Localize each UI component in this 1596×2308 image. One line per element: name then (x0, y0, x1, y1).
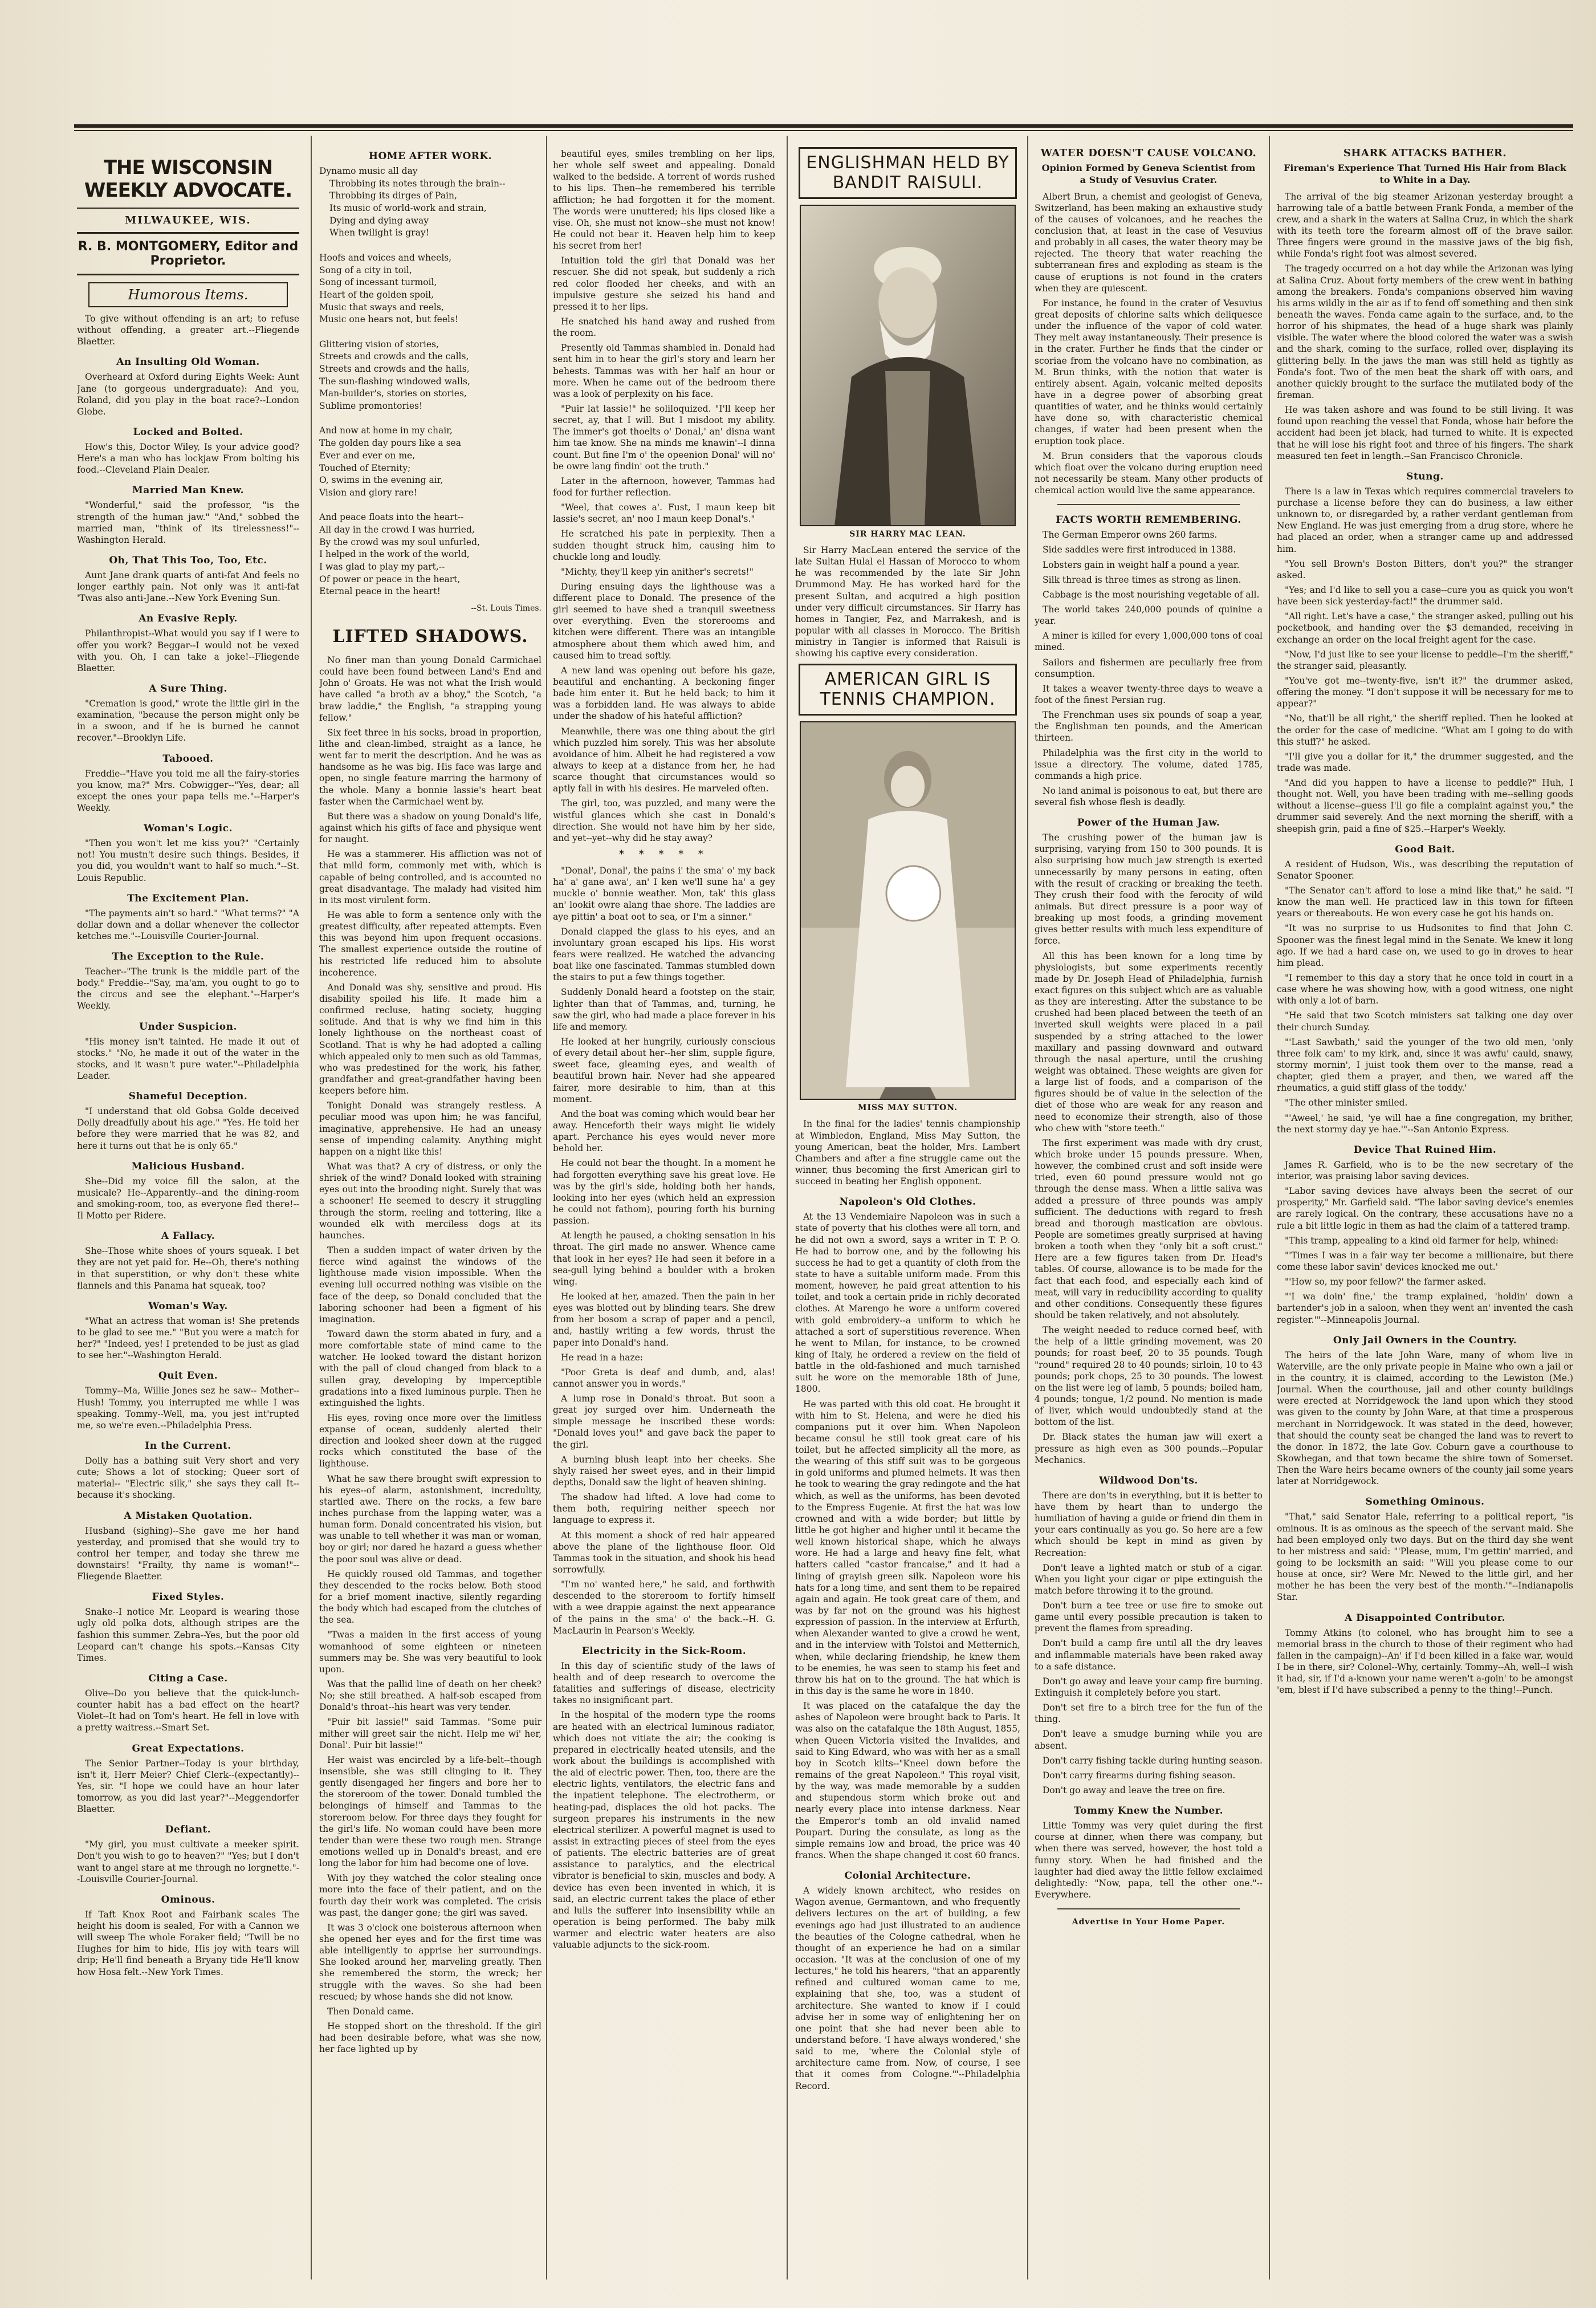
poem-line: And now at home in my chair, (319, 425, 453, 436)
device-body (1277, 1159, 1573, 1326)
fact-item: No land animal is poisonous to eat, but there are several fish whose flesh is deadly. (1035, 785, 1263, 808)
jaw-paragraph: The weight needed to reduce corned beef, with the help of a little grinding movement, was 20 pounds; for roast beef, 20 to 35 pounds. Tough "round" required 28 to 40 pounds; sirloin, 10 to 43 pounds; pork chops, 25 to 30 pounds. The lowest on the list were leg of lamb, 5 pounds; boiled ham, 4 pounds; tongue, 1/2 pound. No mention is made of liver, which would undoubtedly stand at the bottom of the list. (1035, 1325, 1263, 1428)
column-2 (319, 136, 542, 2279)
napoleon-body (795, 1211, 1020, 1861)
wildwood-item: Don't leave a smudge burning while you are absent. (1035, 1729, 1263, 1751)
device-paragraph: "This tramp, appealing to a kind old farmer for help, whined: (1285, 1235, 1559, 1246)
story-paragraph: Donald clapped the glass to his eyes, and an involuntary groan escaped his lips. His worst fears were realized. He watched the advancing boat like one fascinated. Tammas stumbled down the stairs to put a few things together. (553, 926, 775, 983)
shark-body (1277, 191, 1573, 462)
humor-item-title: Locked and Bolted. (133, 426, 243, 438)
poem-line: Vision and glory rare! (319, 487, 417, 498)
shark-paragraph: He was taken ashore and was found to be still living. It was found upon reaching the vessel that Fonda, whose hair before the accident had been jet black, had turned to white. It is expected that he will lose his right foot and three of his fingers. The shark measured ten feet in length.--San Francisco Chronicle. (1277, 405, 1573, 461)
stung-paragraph: "I'll give you a dollar for it," the drummer suggested, and the trade was made. (1277, 751, 1573, 773)
poem-line (319, 413, 542, 425)
story-paragraph: A new land was opening out before his gaze, beautiful and enchanting. A beckoning finger bade him enter it. But he held back; to him it was a forbidden land. He was always to abide under the shadow of his hateful affliction? (553, 665, 775, 722)
contributor-body: Tommy Atkins (to colonel, who has brought him to see a memorial brass in the church to those of their regiment who had fallen in the campaign)--An' if I'd been killed in a fake war, would I be in there, sir? Colonel--Why, certainly. Tommy--Ah, well--I wish it had, sir, if I'd a-known your name weren't a-goin' to be amongst 'em, blest if I'd have subscribed a penny to the thing!--Punch. (1277, 1627, 1573, 1696)
column-divider (546, 136, 547, 2279)
story-paragraph: "Poor Greta is deaf and dumb, and, alas! cannot answer you in words." (553, 1367, 775, 1389)
column-divider (787, 136, 788, 2279)
column-divider (1269, 136, 1270, 2279)
wildwood-item: Don't carry firearms during fishing season. (1043, 1770, 1236, 1781)
electricity-paragraph: In this day of scientific study of the laws of health and of deep research to overcome the fatalities and sufferings of disease, electricity takes no insignificant part. (553, 1660, 775, 1706)
humor-item-title: Shameful Deception. (128, 1091, 248, 1103)
poem-line: Throbbing its dirges of Pain, (329, 190, 457, 201)
poem-line: And peace floats into the heart-- (319, 512, 464, 523)
fact-item: Sailors and fishermen are peculiarly free from consumption. (1035, 657, 1263, 679)
wildwood-item: Don't go away and leave the tree on fire. (1043, 1785, 1226, 1796)
humor-item-text: "Then you won't let me kiss you?" "Certainly not! You mustn't desire such things. Besides, if you did, you wouldn't want to half so much."--St. Louis Republic. (77, 838, 299, 883)
wildwood-item: Don't burn a tee tree or use fire to smoke out game until every possible precaution is taken to prevent the flames from spreading. (1035, 1600, 1263, 1634)
volcano-paragraph: For instance, he found in the crater of Vesuvius great deposits of chlorine salts which deliquesce under the influence of the vapor of cold water. They melt away instantaneously. Their presence is in the crater. Further he finds that the cinder or scoriae from the volcano have no combination, as M. Brun thinks, with the notion that water is entirely absent. Again, volcanic melted deposits have in a degree power of absorbing great quantities of water, and he thinks would certainly have done so, with characteristic chemical changes, if water had been present when the eruption took place. (1035, 298, 1263, 446)
column-divider (1027, 136, 1028, 2279)
story-paragraph: Later in the afternoon, however, Tammas had food for further reflection. (553, 476, 775, 498)
poem-line: Throbbing its notes through the brain-- (329, 178, 506, 189)
fact-item: It takes a weaver twenty-three days to weave a foot of the finest Persian rug. (1035, 683, 1263, 705)
volcano-title: WATER DOESN'T CAUSE VOLCANO. (1040, 147, 1257, 159)
headline-raisuli: ENGLISHMAN HELD BY BANDIT RAISULI. (799, 147, 1017, 199)
stung-paragraph: "No, that'll be all right," the sheriff replied. Then he looked at the order for the case of medicine. "What am I going to do with this stuff?" he asked. (1277, 713, 1573, 747)
bait-paragraph: "The Senator can't afford to lose a mind like that," he said. "I know the man well. He practiced law in this town for fifteen years or thereabouts. He won every case he got his hands on. (1277, 885, 1573, 919)
story-paragraph: A burning blush leapt into her cheeks. She shyly raised her sweet eyes, and in their limpid depths, Donald saw the light of heaven shining. (553, 1454, 775, 1488)
humor-item-text: Husband (sighing)--She gave me her hand yesterday, and promised that she would try to control her temper, and today she threw me downstairs! "Frailty, thy name is woman!"--Fliegende Blaetter. (77, 1525, 299, 1582)
humor-item-title: Great Expectations. (132, 1742, 245, 1754)
story-paragraph: "Weel, that cowes a'. Fust, I maun keep bit lassie's secret, an' noo I maun keep Donal's." (553, 502, 775, 525)
poem-title: HOME AFTER WORK. (368, 151, 492, 162)
story-paragraph: A lump rose in Donald's throat. But soon a great joy surged over him. Underneath the simple message he inscribed these words: "Donald loves you!" and gave back the paper to the girl. (553, 1393, 775, 1450)
humor-item-title: A Sure Thing. (149, 682, 227, 694)
humor-item-title: Tabooed. (162, 753, 214, 765)
story-paragraph: It was 3 o'clock one boisterous afternoon when she opened her eyes and for the first time was able intelligently to apprise her surroundings. She looked around her, marveling greatly. Then she remembered the storm, the wreck; her struggle with the waves. So she had been rescued; by whose hands she did not know. (319, 1922, 542, 2002)
device-title: Device That Ruined Him. (1353, 1144, 1497, 1156)
humor-items (77, 356, 299, 1977)
humor-item-title: Married Man Knew. (132, 485, 245, 497)
story-paragraph: He was a stammerer. His affliction was not of that mild form, commonly met with, which is capable of being controlled, and is accounted no great disadvantage. The malady had visited him in its most virulent form. (319, 849, 542, 905)
column-6 (1277, 136, 1573, 2279)
poem-line: Song of incessant turmoil, (319, 277, 437, 288)
facts-title: FACTS WORTH REMEMBERING. (1056, 514, 1241, 526)
story-paragraph: With joy they watched the color stealing once more into the face of their patient, and on the fourth day their work was completed. The crisis was past, the danger gone; the girl was saved. (319, 1873, 542, 1918)
caption-sutton: MISS MAY SUTTON. (858, 1103, 958, 1113)
tennis-illustration (801, 722, 1015, 1099)
wildwood-item: Don't set fire to a birch tree for the fun of the thing. (1035, 1702, 1263, 1725)
humor-item-title: In the Current. (145, 1440, 231, 1452)
humor-item-title: Malicious Husband. (131, 1160, 245, 1172)
portrait-photo-maclean (800, 205, 1016, 526)
poem-line: The golden day pours like a sea (319, 438, 461, 449)
poem-line: Heart of the golden spoil, (319, 289, 434, 300)
story-paragraph: At length he paused, a choking sensation in his throat. The girl made no answer. Whence came that look in her eyes? He had seen it before in a sea-gull lying behind a boulder with a broken wing. (553, 1230, 775, 1287)
story-paragraph: Six feet three in his socks, broad in proportion, lithe and clean-limbed, straight as a lance, he went far to merit the description. And he was as handsome as he was big. His face was large and open, no single feature marring the harmony of the whole. Many a bonnie lassie's heart beat faster when the Carmichael went by. (319, 727, 542, 807)
poem-line: Sublime promontories! (319, 401, 423, 412)
story-paragraph: "Donal', Donal', the pains i' the sma' o' my back ha' a' gane awa', an' I ken we'll sune ha' a gey muckle o' bonnie weather. Mon, tak' this glass an' lookit owre alang thae shore. The laddies are aye pittin' a boat oot to sea, or I'm a sinner." (553, 866, 775, 922)
poem-line: Man-builder's, stories on stories, (319, 388, 467, 399)
jaw-paragraph: Dr. Black states the human jaw will exert a pressure as high even as 300 pounds.--Popular Mechanics. (1035, 1432, 1263, 1465)
humor-item-text: Olive--Do you believe that the quick-lunch-counter habit has a bad effect on the heart? Violet--It had on Tom's heart. He fell in love with a pretty waitress.--Smart Set. (77, 1688, 299, 1733)
fact-item: The world takes 240,000 pounds of quinine a year. (1035, 604, 1263, 627)
stung-paragraph: "Now, I'd just like to see your license to peddle--I'm the sheriff," the stranger said, pleasantly. (1277, 649, 1573, 671)
poem-line: Dying and dying away (329, 215, 429, 226)
portrait-illustration (801, 206, 1015, 525)
humor-item-text: Teacher--"The trunk is the middle part of the body." Freddie--"Say, ma'am, you ought to go to the circus and see the elephant."--Harper's Weekly. (77, 966, 299, 1011)
section-banner: Humorous Items. (88, 282, 288, 307)
sutton-text: In the final for the ladies' tennis championship at Wimbledon, England, Miss May Sutton, the young American, beat the holder, Mrs. Lambert Chambers and after a fine struggle came out the winner, thus becoming the first American girl to succeed in beating her English opponent. (795, 1119, 1020, 1187)
bait-paragraph: "'Last Sawbath,' said the younger of the two old men, 'only three folk cam' to my kirk, and, since it was awfu' cauld, snawy, stormy mornin', I juist took them over to the manse, read a chapter, gied them a prayer, and then, we wared aff the rheumatics, a guid stiff glass of the toddy.' (1277, 1037, 1573, 1094)
column-1 (77, 136, 299, 2279)
top-rule (74, 124, 1573, 128)
humor-item-text: Tommy--Ma, Willie Jones sez he saw-- Mother--Hush! Tommy, you interrupted me while I was speaking. Tommy--Well, ma, you jest int'rupted me, so we're even.--Philadelphia Press. (77, 1385, 299, 1431)
humor-item-title: Under Suspicion. (139, 1021, 237, 1033)
poem-line: Its music of world-work and strain, (329, 203, 487, 214)
column-5 (1035, 136, 1263, 2279)
shark-subtitle: Fireman's Experience That Turned His Hair from Black to White in a Day. (1284, 162, 1566, 185)
napoleon-paragraph: He was parted with this old coat. He brought it with him to St. Helena, and were he died his companions put it over him. When Napoleon became consul he still took great care of his toilet, but he affected simplicity all the more, as the wearing of this stiff suit was to be gorgeous in gold uniforms and plumed helmets. It was then he took to wearing the gray redingote and the hat which, as well as the uniforms, has been devoted to the Empress Eugenie. At first the hat was low crowned and with a wide border; but little by little he got higher and higher until it became the well known historical shape, which he always wore. He had a large and heavy fine felt, what hatters called "castor francaise," and it had a lining of grayish green silk. Napoleon wore his hats for a long time, and sent them to be repaired again and again. He took great care of them, and was by far not on the ground was his highest expression of passion. In the interview at Erfurth, when Alexander wanted to give a crowd he went, and in the interview with Tolstoi and Metternich, when, while declaring friendship, he knew them to be enemies, he was seen to stamp his feet and throw his hat on to the ground. The hat which is in this day is the same he wore in 1840. (795, 1399, 1020, 1697)
jail-title: Only Jail Owners in the Country. (1333, 1334, 1517, 1346)
humor-item-title: An Insulting Old Woman. (116, 356, 260, 368)
separator (1057, 504, 1240, 505)
volcano-paragraph: M. Brun considers that the vaporous clouds which float over the volcano during eruption need not necessarily be steam. Many other products of chemical action would live the same appearance. (1035, 450, 1263, 496)
story-paragraph: beautiful eyes, smiles trembling on her lips, her whole self sweet and appealing. Donald walked to the bedside. A torrent of words rushed to his lips. Then--he remembered his terrible affliction; he had forgotten it for the moment. The words were unuttered; his lips closed like a vise. Oh, she must not know--she must not know! He could not bear it. Heaven help him to keep his secret from her! (553, 149, 775, 251)
poem-line: Dynamo music all day (319, 166, 418, 176)
wildwood-body (1035, 1490, 1263, 1796)
wildwood-item: Don't build a camp fire until all the dry leaves and inflammable materials have been raked away to a safe distance. (1035, 1638, 1263, 1672)
story-paragraph: Her waist was encircled by a life-belt--though insensible, she was still clinging to it. They gently disengaged her fingers and bore her to the storeroom of the tower. Donald tumbled the belongings of himself and Tammas to the storeroom below. For three days they fought for the girl's life. No woman could have been more tender than were these two rough men. Strange emotions welled up in Donald's breast, and ere long the labor for him had become one of love. (319, 1754, 542, 1869)
story-paragraph: "Puir bit lassie!" said Tammas. "Some puir mither will greet sair the nicht. Help me wi' her, Donal'. Puir bit lassie!" (319, 1717, 542, 1750)
story-paragraph: He scratched his pate in perplexity. Then a sudden thought struck him, causing him to chuckle long and loudly. (553, 529, 775, 562)
humor-item-text: She--Did my voice fill the salon, at the musicale? He--Apparently--and the dining-room and smoking-room, too, as everyone fled there!--Il Motto per Ridere. (77, 1176, 299, 1221)
masthead-title: THE WISCONSIN WEEKLY ADVOCATE. (77, 156, 299, 209)
wildwood-item: There are don'ts in everything, but it is better to have them by heart than to undergo the humiliation of having a guide or friend din them in your ears continually as you go. So here are a few which should be kept in mind as given by Recreation: (1035, 1490, 1263, 1558)
story-paragraph: At this moment a shock of red hair appeared above the plane of the lighthouse floor. Old Tammas took in the situation, and shook his head sorrowfully. (553, 1530, 775, 1575)
story-paragraph: The shadow had lifted. A love had come to them both, requiring neither speech nor language to express it. (553, 1492, 775, 1526)
bait-paragraph: "It was no surprise to us Hudsonites to find that John C. Spooner was the finest legal mind in the Senate. We knew it long ago. If we had a hard case on, we used to go in droves to hear him plead. (1277, 923, 1573, 968)
poem-line: I helped in the work of the world, (319, 549, 470, 560)
column-3 (553, 136, 775, 2279)
humor-item-title: Ominous. (161, 1893, 215, 1905)
contributor-title: A Disappointed Contributor. (1344, 1612, 1506, 1624)
shark-title: SHARK ATTACKS BATHER. (1343, 147, 1507, 159)
story-paragraph: He was able to form a sentence only with the greatest difficulty, after repeated attempts. Even this was beyond him upon frequent occasions. The smallest experience outside the routine of his restricted life reduced him to absolute incoherence. (319, 910, 542, 978)
story-paragraph: The girl, too, was puzzled, and many were the wistful glances which she cast in Donald's direction. She would not have him by her side, and yet--yet--why did he stay away? (553, 798, 775, 843)
poem-line: The sun-flashing windowed walls, (319, 376, 470, 387)
poem-line: By the crowd was my soul unfurled, (319, 537, 480, 547)
poem-line: I was glad to play my part,-- (319, 562, 445, 572)
story-paragraph: He stopped short on the threshold. If the girl had been desirable before, what was she now, her face lighted up by (319, 2021, 542, 2055)
bait-paragraph: A resident of Hudson, Wis., was describing the reputation of Senator Spooner. (1277, 859, 1573, 881)
colonial-body: A widely known architect, who resides on Wagon avenue, Germantown, and who frequently delivers lectures on the art of building, a few evenings ago had just illustrated to an audience the beauties of the Cologne cathedral, when he thought of an experience he had on a similar occasion. "It was at the conclusion of one of my lectures," he told his hearers, "that an apparently refined and cultured woman came to me, explaining that she, too, was a student of architecture. She wanted to know if I could advise her in some way of enlightening her on one point that she had never been able to understand before. 'I have always wondered,' she said to me, 'where the Colonial style of architecture came from. Now, of course, I see that it comes from Cologne.'"--Philadelphia Record. (795, 1886, 1020, 2091)
ominous-title: Something Ominous. (1365, 1496, 1485, 1508)
electricity-title: Electricity in the Sick-Room. (581, 1645, 747, 1657)
humor-item-text: Freddie--"Have you told me all the fairy-stories you know, ma?" Mrs. Cobwigger--"Yes, dear; all except the ones your papa tells me."--Harper's Weekly. (77, 768, 299, 813)
story-paragraph: And the boat was coming which would bear her away. Henceforth their ways might lie widely apart. Perchance his eyes would never more behold her. (553, 1108, 775, 1154)
humor-item-title: Defiant. (165, 1824, 211, 1836)
humor-item-text: "I understand that old Gobsa Golde deceived Dolly dreadfully about his age." "Yes. He told her before they were married that he was 82, and here it turns out that he is only 65." (77, 1106, 299, 1151)
jail-body: The heirs of the late John Ware, many of whom live in Waterville, are the only private people in Maine who own a jail or in the country, it is claimed, according to the Lewiston (Me.) Journal. When the courthouse, jail and other county buildings were erected at Norridgewock the land upon which they stood was given to the county by John Ware, at that time a prosperous merchant in Norridgewock. It was stated in the deed, however, that should the county seat be changed the land was to revert to the donor. In 1872, the late Gov. Coburn gave a courthouse to Skowhegan, and that town became the shire town of Somerset. Then the Ware heirs became owners of the county jail some years later at Norridgewock. (1277, 1350, 1573, 1487)
poem-signature: --St. Louis Times. (471, 604, 542, 613)
story-paragraph: Intuition told the girl that Donald was her rescuer. She did not speak, but suddenly a rich red color flooded her cheeks, and with an impulsive gesture she seized his hand and pressed it to her lips. (553, 255, 775, 312)
colonial-title: Colonial Architecture. (844, 1870, 971, 1882)
electricity-paragraph: In the hospital of the modern type the rooms are heated with an electrical luminous radiator, which does not vitiate the air; the cooking is prepared in electrically heated utensils, and the work about the buildings is accomplished with the aid of electric power. Then, too, there are the electric lights, ventilators, the electric fans and the inpatient telephone. The electrotherm, or heating-pad, displaces the old hot packs. The surgeon prepares his instruments in the new electrical sterilizer. A powerful magnet is used to assist in extracting pieces of steel from the eyes of patients. The electric batteries are of great assistance to paralytics, and the electrical vibrator is beneficial to skin, muscles and body. A device has even been invented in which, it is said, an electric current takes the place of ether and lulls the sufferer into insensibility while an operation is being performed. The baby milk warmer and electric water heaters are also valuable adjuncts to the sick-room. (553, 1710, 775, 1951)
tommy-body: Little Tommy was very quiet during the first course at dinner, when there was company, but when there was served, however, the host told a funny story. When he had finished and the laughter had died away the little fellow exclaimed delightedly: "Now, papa, tell the other one."--Everywhere. (1035, 1821, 1263, 1900)
separator (1057, 1908, 1240, 1909)
stung-paragraph: There is a law in Texas which requires commercial travelers to purchase a license before they can do business, a law either unknown to, or disregarded by, a rather verdant gentleman from New England. He was just emerging from a drug store, where he had placed an order, when a stranger came up and addressed him. (1277, 486, 1573, 554)
humor-item-title: Citing a Case. (148, 1672, 228, 1684)
headline-tennis: AMERICAN GIRL IS TENNIS CHAMPION. (799, 664, 1017, 716)
stung-paragraph: "You sell Brown's Boston Bitters, don't you?" the stranger asked. (1277, 558, 1573, 580)
intro-paragraph: To give without offending is an art; to refuse without offending, a greater art.--Fliegende Blaetter. (77, 314, 299, 347)
story-paragraph: During ensuing days the lighthouse was a different place to Donald. The presence of the girl seemed to have shed a tranquil sweetness over everything. Even the storerooms and kitchen were different. There was an intangible atmosphere about them which awed him, and caused him to tread softly. (553, 581, 775, 661)
electricity-body (553, 1660, 775, 1951)
humor-item-title: The Excitement Plan. (127, 892, 249, 904)
humor-item-title: An Evasive Reply. (139, 613, 238, 625)
humor-item-title: A Fallacy. (161, 1230, 215, 1242)
story-paragraph: "I'm no' wanted here," he said, and forthwith descended to the storeroom to fortify himself with a wee drappie against the next appearance of the pains in the sma' o' the back.--H. G. MacLaurin in Pearson's Weekly. (553, 1579, 775, 1636)
volcano-body (1035, 191, 1263, 497)
stung-paragraph: "Yes; and I'd like to sell you a case--cure you as quick you won't have been sick yesterday-fact!" the drummer said. (1277, 584, 1573, 607)
humor-item-text: Philanthropist--What would you say if I were to offer you work? Beggar--I would not be vexed with you. Oh, I can take a joke!--Fliegende Blaetter. (77, 628, 299, 673)
fact-item: The German Emperor owns 260 farms. (1043, 530, 1218, 541)
story-paragraph: Suddenly Donald heard a footstep on the stair, lighter than that of Tammas, and, turning, he saw the girl, who had made a place forever in his life and memory. (553, 987, 775, 1032)
story-paragraph: But there was a shadow on young Donald's life, against which his gifts of face and physique went for naught. (319, 811, 542, 845)
bait-paragraph: "'Aweel,' he said, 'ye will hae a fine congregation, my brither, the next stormy day ye hae.'"--San Antonio Express. (1277, 1112, 1573, 1135)
story-paragraph: He quickly roused old Tammas, and together they descended to the rocks below. Both stood for a brief moment inactive, silently regarding the body which had escaped from the clutches of the sea. (319, 1569, 542, 1626)
napoleon-title: Napoleon's Old Clothes. (839, 1196, 976, 1208)
wildwood-item: Don't carry fishing tackle during hunting season. (1043, 1755, 1263, 1766)
facts-list (1035, 529, 1263, 808)
humor-item-text: "Cremation is good," wrote the little girl in the examination, "because the person might only be in a swoon, and if he is burned he cannot recover."--Brooklyn Life. (77, 698, 299, 743)
poem-body (319, 165, 542, 598)
humor-item-text: How's this, Doctor Wiley, Is your advice good? Here's a man who has lockjaw From bolting his food.--Cleveland Plain Dealer. (77, 441, 299, 476)
column-4 (795, 136, 1020, 2279)
story-paragraph: What he saw there brought swift expression to his eyes--of alarm, astonishment, incredulity, startled awe. There on the rocks, a few bare inches purchase from the lapping water, was a human form. Donald concentrated his vision, but was unable to tell whether it was man or woman, boy or girl; nor dared he hazard a guess whether the poor soul was alive or dead. (319, 1473, 542, 1565)
device-paragraph: "'I wa doin' fine,' the tramp explained, 'holdin' down a bartender's job in a saloon, when they went an' invented the cash register.'"--Minneapolis Journal. (1277, 1291, 1573, 1325)
fact-item: Lobsters gain in weight half a pound a year. (1043, 559, 1240, 570)
tommy-title: Tommy Knew the Number. (1073, 1805, 1224, 1817)
story-body (319, 655, 542, 2055)
humor-item-text: If Taft Knox Root and Fairbank scales The height his doom is sealed, For with a Cannon we will sweep The whole Foraker field; "Twill be no Hughes for him to hide, His joy with tears will drip; He'll find beneath a Bryany tide He'll know how Hosa felt.--New York Times. (77, 1909, 299, 1977)
napoleon-paragraph: It was placed on the catafalque the day the ashes of Napoleon were brought back to Paris. It was also on the catafalque the 18th August, 1855, when Queen Victoria visited the Invalides, and said to King Edward, who was with her as a small boy in Scotch kilts--"Kneel down before the remains of the great Napoleon." This royal visit, by the way, was made memorable by a sudden and stupendous storm which broke out and nearly every place into intense darkness. Near the Emperor's tomb an old invalid named Poupart. During the consulate, as long as the simple remains low and broad, the price was 40 francs. When the shape changed it cost 60 francs. (795, 1701, 1020, 1860)
wildwood-item: Don't go away and leave your camp fire burning. Extinguish it completely before you start. (1035, 1676, 1263, 1699)
bait-paragraph: "He said that two Scotch ministers sat talking one day over their church Sunday. (1277, 1010, 1573, 1033)
poem-line: All day in the crowd I was hurried, (319, 524, 475, 535)
stung-paragraph: "And did you happen to have a license to peddle?" Huh, I thought not. Well, you have been trading with me--selling goods without a license--guess I'll go file a complaint against you," the drummer said severely. And the next morning the sheriff, with a sheepish grin, paid a fine of $25.--Harper's Weekly. (1277, 778, 1573, 834)
advertise-line: Advertise in Your Home Paper. (1072, 1917, 1226, 1927)
stung-paragraph: "You've got me--twenty-five, isn't it?" the drummer asked, offering the money. "I don't suppose it will be necessary for me to appear?" (1277, 675, 1573, 709)
story-paragraph: No finer man than young Donald Carmichael could have been found between Land's End and John o' Groats. He was not what the Irish would have called "a broth av a bhoy," the Scotch, "a braw laddie," the English, "a strapping young fellow." (319, 655, 542, 723)
story-paragraph: He looked at her, amazed. Then the pain in her eyes was blotted out by blinding tears. She drew from her bosom a scrap of paper and a pencil, and, hastily writing a few words, thrust the paper into Donald's hand. (553, 1291, 775, 1348)
humor-item-text: "His money isn't tainted. He made it out of stocks." "No, he made it out of the water in the stocks, and it wasn't pure water."--Philadelphia Leader. (77, 1036, 299, 1082)
story-paragraph: Was that the pallid line of death on her cheek? No; she still breathed. A half-sob escaped from Donald's throat--his heart was very tender. (319, 1679, 542, 1713)
poem-line: Song of a city in toil, (319, 265, 412, 275)
stung-body (1277, 486, 1573, 835)
story-paragraph: Then Donald came. (327, 2006, 414, 2017)
humor-item-text: "What an actress that woman is! She pretends to be glad to see me." "But you were a match for her?" "Indeed, yes! I pretended to be just as glad to see her."--Washington Herald. (77, 1315, 299, 1361)
humor-item-text: The Senior Partner--Today is your birthday, isn't it, Herr Meier? Chief Clerk--(expectantly)--Yes, sir. "I hope we could have an hour later tomorrow, as you did last year?"--Meggendorfer Blaetter. (77, 1758, 299, 1815)
wildwood-title: Wildwood Don'ts. (1099, 1474, 1198, 1486)
portrait-photo-sutton (800, 721, 1016, 1100)
poem-line: Touched of Eternity; (319, 462, 411, 473)
masthead-city: MILWAUKEE, WIS. (125, 214, 251, 226)
ominous-body: "That," said Senator Hale, referring to a political report, "is ominous. It is as ominous as the speech of the servant maid. She had been employed only two days. But on the third day she went to her mistress and said: "'Please, mum, I'm gettin' married, and going to be locksmith an said: "'Will you please come to our house at once, sir? Were Mr. Newed to the little girl, and her mother he has been the very best of the month.'"--Indianapolis Star. (1277, 1511, 1573, 1603)
bait-paragraph: "I remember to this day a story that he once told in court in a case where he was showing how, with a good witness, one night with only a lot of barn. (1277, 973, 1573, 1006)
humor-item-title: Fixed Styles. (152, 1591, 225, 1603)
story-title: LIFTED SHADOWS. (332, 627, 528, 647)
poem-line (319, 499, 542, 512)
column-divider (311, 136, 312, 2279)
jaw-paragraph: All this has been known for a long time by physiologists, but some experiments recently made by Dr. Joseph Head of Philadelphia, furnish exact figures on this subject which are as valuable as they are interesting. After the substance to be crushed had been placed between the teeth of an inverted skull weights were placed in a pail suspended by a string attached to the lower maxillary and passing downward and outward through the nasal aperture, until the crushing weight was obtained. These weights are given for a large list of foods, and a comparison of the figures should be of value in the selection of the diet of those who are weak for any reason and need to economize their strength, also of those who chew with "store teeth." (1035, 950, 1263, 1133)
humor-item-text: "Wonderful," said the professor, "is the strength of the human jaw." "And," sobbed the married man, "think of its tirelessness!"--Washington Herald. (77, 500, 299, 545)
poem-line: Glittering vision of stories, (319, 339, 439, 350)
device-paragraph: James R. Garfield, who is to be the new secretary of the interior, was praising labor saving devices. (1277, 1159, 1573, 1181)
device-paragraph: "'Times I was in a fair way ter become a millionaire, but there come these labor savin' devices knocked me out.' (1277, 1250, 1573, 1272)
poem-line (319, 326, 542, 339)
volcano-subtitle: Opinion Formed by Geneva Scientist from a Study of Vesuvius Crater. (1041, 162, 1256, 185)
humor-item-text: She--Those white shoes of yours squeak. I bet they are not yet paid for. He--Oh, there's nothing in that superstition, or why don't these white flannels and this Panama hat squeak, too? (77, 1246, 299, 1291)
story-paragraph: "Twas a maiden in the first access of young womanhood of some eighteen or nineteen summers may be. She was very beautiful to look upon. (319, 1630, 542, 1675)
story-paragraph: He looked at her hungrily, curiously conscious of every detail about her--her slim, supple figure, sweet face, gleaming eyes, and wealth of beautiful brown hair. Never had she appeared fairer, more desirable to him, than at this moment. (553, 1036, 775, 1104)
masthead-editor: R. B. MONTGOMERY, Editor and Proprietor. (77, 232, 299, 275)
stung-title: Stung. (1406, 470, 1444, 482)
volcano-paragraph: Albert Brun, a chemist and geologist of Geneva, Switzerland, has been making an exhaustive study of the causes of volcanoes, and he reaches the conclusion that, at least in the case of Vesuvius and probably in all cases, the water theory may be rejected. The theory that water reaching the subterranean fires and exploding as steam is the cause of eruptions is not found in the craters when they are quiescent. (1035, 191, 1263, 294)
humor-item-text: "The payments ain't so hard." "What terms?" "A dollar down and a dollar whenever the collector ketches me."--Louisville Courier-Journal. (77, 908, 299, 941)
story-paragraph: Presently old Tammas shambled in. Donald had sent him in to hear the girl's story and learn her behests. Tammas was with her half an hour or more. When he came out of the bedroom there was a look of perplexity on his face. (553, 343, 775, 399)
poem-line: Streets and crowds and the halls, (319, 364, 470, 374)
poem-line: Of power or peace in the heart, (319, 574, 461, 584)
humor-item-text: Overheard at Oxford during Eights Week: Aunt Jane (to gorgeous undergraduate): And you, Roland, did you play in the boat race?--London Globe. (77, 372, 299, 417)
fact-item: The Frenchman uses six pounds of soap a year, the Englishman ten pounds, and the American thirteen. (1035, 710, 1263, 743)
story-paragraph: What was that? A cry of distress, or only the shriek of the wind? Donald looked with straining eyes out into the brooding night. Surely that was a schooner! He seemed to descry it struggling through the storm, reeling and tottering, like a wounded elk with merciless dogs at its haunches. (319, 1161, 542, 1241)
story-paragraph: Tonight Donald was strangely restless. A peculiar mood was upon him; he was fanciful, imaginative, apprehensive. He had an uneasy sense of impending calamity. Anything might happen on a night like this! (319, 1100, 542, 1157)
wildwood-item: Don't leave a lighted match or stub of a cigar. When you light your cigar or pipe extinguish the match before throwing it to the ground. (1035, 1562, 1263, 1596)
poem-line (319, 239, 542, 252)
maclean-text: Sir Harry MacLean entered the service of the late Sultan Hulal el Hassan of Morocco to whom he was recommended by the late Sir John Drummond May. He has worked hard for the present Sultan, and acquired a high position under very difficult circumstances. Sir Harry has homes in Tangier, Fez, and Marrakesh, and is popular with all classes in Morocco. The British ministry in Tangier is informed that Raisuli is showing his captive every consideration. (795, 545, 1020, 659)
poem-line: Streets and crowds and the calls, (319, 351, 469, 362)
humor-item-title: A Mistaken Quotation. (124, 1510, 253, 1522)
fact-item: Cabbage is the most nourishing vegetable of all. (1043, 589, 1260, 600)
caption-maclean: SIR HARRY MAC LEAN. (849, 530, 966, 539)
humor-item-title: Woman's Logic. (143, 823, 233, 835)
bait-title: Good Bait. (1395, 843, 1455, 855)
poem-line: Ever and ever on me, (319, 450, 416, 461)
bait-paragraph: "The other minister smiled. (1285, 1098, 1408, 1108)
story-paragraph: "Puir lat lassie!" he soliloquized. "I'll keep her secret, ay, that I will. But I misdoot my ability. The immer's got thoelts o' Donal,' an' disna want him tae know. She na minds me knawin'--I dinna count. But fine I'm o' the opeenion Donal' will no' be owre lang findin' oot the truth." (553, 403, 775, 472)
humor-item-text: "My girl, you must cultivate a meeker spirit. Don't you wish to go to heaven?" "Yes; but I don't want to angel stare at me through no lorgnette."--Louisville Courier-Journal. (77, 1839, 299, 1884)
story-paragraph: He read in a haze: (561, 1352, 644, 1363)
device-paragraph: "Labor saving devices have always been the secret of our prosperity," Mr. Garfield said. "The labor saving device's enemies are rarely logical. On the contrary, these accusations have no a rule a bit little logic in them as had the claim of a tattered tramp. (1277, 1186, 1573, 1231)
poem-line: O, swims in the evening air, (319, 475, 443, 486)
stung-paragraph: "All right. Let's have a case," the stranger asked, pulling out his pocketbook, and handing over the $3 demanded, receiving in exchange an order on the local freight agent for the case. (1277, 611, 1573, 645)
top-rule-thin (74, 130, 1573, 131)
humor-item-text: Snake--I notice Mr. Leopard is wearing those ugly old polka dots, although stripes are the fashion this summer. Zebra--Yes, but the poor old Leopard can't change his spots.--Kansas City Times. (77, 1607, 299, 1663)
humor-item-title: Woman's Way. (148, 1300, 228, 1312)
fact-item: A miner is killed for every 1,000,000 tons of coal mined. (1035, 631, 1263, 653)
jaw-paragraph: The crushing power of the human jaw is surprising, varying from 150 to 300 pounds. It is also surprising how much jaw strength is exerted unnecessarily by many persons in eating, often with the result of cracking or breaking the teeth. They crush their food with the ferocity of wild animals. But direct pressure is a poor way of breaking up most foods, a grinding movement gives better results with much less expenditure of force. (1035, 832, 1263, 946)
fact-item: Side saddles were first introduced in 1388. (1043, 545, 1236, 555)
section-stars: * * * * * (619, 848, 709, 861)
fact-item: Philadelphia was the first city in the world to issue a directory. The volume, dated 1785, commands a high price. (1035, 747, 1263, 781)
jaw-title: Power of the Human Jaw. (1077, 817, 1220, 829)
poem-line: Hoofs and voices and wheels, (319, 252, 452, 263)
humor-item-text: Aunt Jane drank quarts of anti-fat And feels no longer earthly pain. Not only was it anti-fat 'Twas also anti-Jane.--New York Evening Sun. (77, 570, 299, 604)
humor-item-title: Quit Even. (158, 1370, 218, 1382)
humor-item-text: Dolly has a bathing suit Very short and very cute; Shows a lot of stocking; Queer sort of material-- "Electric silk," she says they call It--because it's shocking. (77, 1456, 299, 1501)
fact-item: Silk thread is three times as strong as linen. (1043, 574, 1241, 585)
story-paragraph: His eyes, roving once more over the limitless expanse of ocean, suddenly alerted their direction and looked sheer down at the rugged rocks which constituted the base of the lighthouse. (319, 1412, 542, 1469)
story-paragraph: And Donald was shy, sensitive and proud. His disability spoiled his life. It made him a confirmed recluse, hating society, hugging solitude. And that is why we find him in this lonely lighthouse on the northeast coast of Scotland. That is why he had adopted a calling which appealed only to men such as old Tammas, who was predestined for the work, his father, grandfather and great-grandfather having been keepers before him. (319, 982, 542, 1096)
story-paragraph: "Michty, they'll keep yin anither's secrets!" (561, 566, 754, 577)
story-paragraph: He snatched his hand away and rushed from the room. (553, 316, 775, 339)
poem-line: Eternal peace in the heart! (319, 586, 441, 597)
humor-item-title: Oh, That This Too, Too, Etc. (109, 554, 267, 566)
bait-body (1277, 859, 1573, 1135)
poem-line: Music that sways and reels, (319, 302, 444, 312)
jaw-body (1035, 832, 1263, 1466)
napoleon-paragraph: At the 13 Vendemiaire Napoleon was in such a state of poverty that his clothes were all torn, and he did not own a sword, says a writer in T. P. O. He had to borrow one, and by the following his success he had to get a quantity of cloth from the state to have a suitable uniform made. From this moment, however, he paid great attention to his toilet, and took a certain pride in richly decorated clothes. At Marengo he wore a uniform covered with gold embroidery--a uniform to which he attached a sort of superstitious reverence. When he went to Milan, for instance, to be crowned king of Italy, he ordered a review on the field of battle in the old-fashioned and much tarnished suit he wore on the memorable 18th of June, 1800. (795, 1212, 1020, 1395)
shark-paragraph: The arrival of the big steamer Arizonan yesterday brought a harrowing tale of a battle between Frank Fonda, a member of the crew, and a shark in the waters at Salina Cruz, in which the shark with its teeth tore the forearm almost off of the brave sailor. Three fingers were ground in the massive jaws of the big fish, while Fonda's right foot was almost severed. (1277, 191, 1573, 259)
jaw-paragraph: The first experiment was made with dry crust, which broke under 15 pounds pressure. When, however, the combined crust and soft inside were tried, even 60 pound pressure would not go through the dense mass. When a little saliva was added a pressure of three pounds was amply sufficient. The deductions with regard to fresh bread and thorough mastication are obvious. People are sometimes greatly surprised at having broken a tooth when they "only bit a soft crust." Here are a few figures taken from Dr. Head's tables. Of course, allowance is to be made for the fact that each food, and especially each kind of meat, will vary in reducibility according to quality and other conditions. Consequently these figures should be taken relatively, and not absolutely. (1035, 1137, 1263, 1320)
poem-line: When twilight is gray! (329, 227, 429, 238)
story-paragraph: Meanwhile, there was one thing about the girl which puzzled him sorely. This was her absolute avoidance of him. Albeit he had registered a vow always to keep at a distance from her, he had scarce thought that circumstances would so aptly fall in with his desires. He marveled often. (553, 726, 775, 794)
story-paragraph: He could not bear the thought. In a moment he had forgotten everything save his great love. He was by the girl's side, holding both her hands, looking into her eyes (which held an expression he could not fathom), pouring forth his burning passion. (553, 1158, 775, 1226)
device-paragraph: "'How so, my poor fellow?' the farmer asked. (1285, 1277, 1487, 1287)
shark-paragraph: The tragedy occurred on a hot day while the Arizonan was lying at Salina Cruz. About forty members of the crew went in bathing among the breakers. Fonda's companions observed him waving his arms wildly in the air as if to fend off something and then sink beneath the waves. Fonda came again to the surface, and, to the horror of his shipmates, the head of a huge shark was plainly visible. The water where the blood colored the water was a swish and the shark, coming to the surface, rolled over, displaying its glittering belly. In the jaws the man was still held as tightly as Fonda's foot. Two of the men beat the shark off with oars, and another quickly brought to the surface the mutilated body of the fireman. (1277, 263, 1573, 400)
poem-line: Music one hears not, but feels! (319, 314, 459, 325)
story-continued (553, 148, 775, 1636)
humor-item-title: The Exception to the Rule. (112, 951, 264, 963)
story-paragraph: Then a sudden impact of water driven by the fierce wind against the windows of the lighthouse made vision impossible. When the evening lull occurred nothing was visible on the face of the deep, so Donald concluded that the laboring schooner had been a figment of his imagination. (319, 1245, 542, 1324)
story-paragraph: Toward dawn the storm abated in fury, and a more comfortable state of mind came to the watcher. He looked toward the distant horizon with the pall of cloud changed from black to a sullen gray, developing by imperceptible gradations into a fixed luminous purple. Then he extinguished the lights. (319, 1328, 542, 1408)
